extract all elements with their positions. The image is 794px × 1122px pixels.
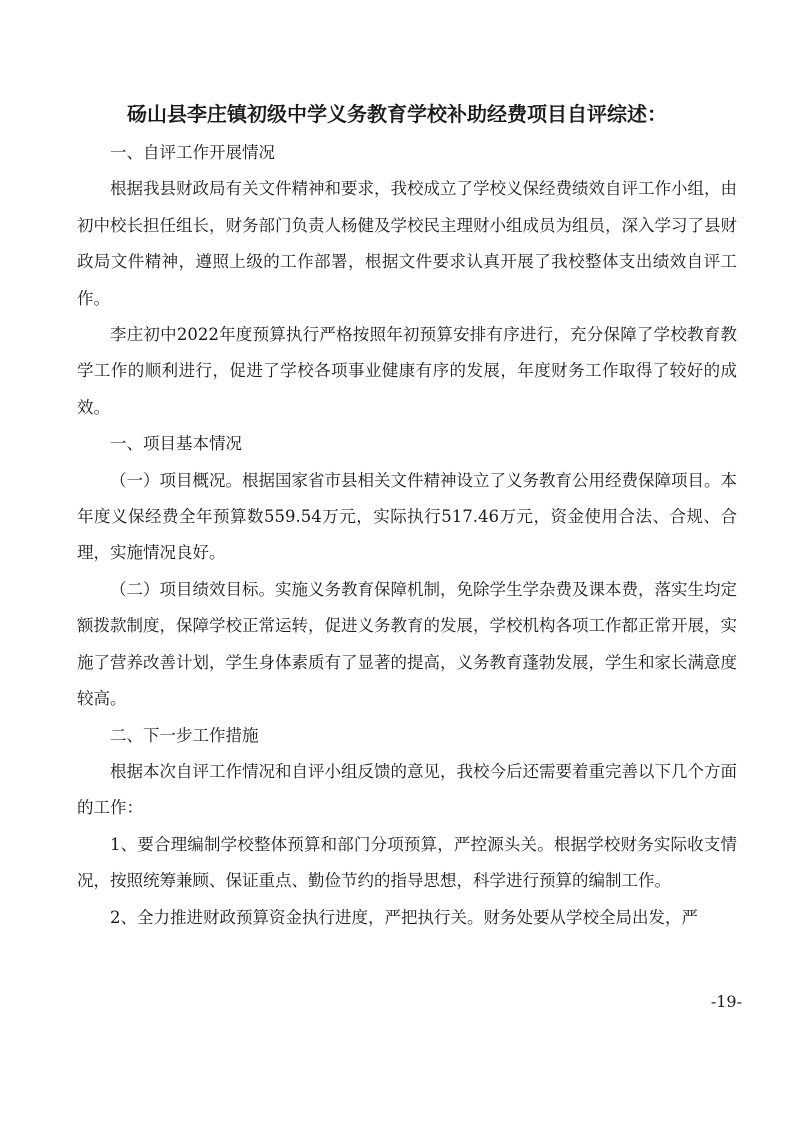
page-number: -19- bbox=[710, 992, 742, 1011]
section-heading-self-evaluation: 一、自评工作开展情况 bbox=[110, 143, 275, 162]
page-title: 砀山县李庄镇初级中学义务教育学校补助经费项目自评综述： bbox=[127, 102, 667, 126]
paragraph-measure-1: 1、要合理编制学校整体预算和部门分项预算，严控源头关。根据学校财务实际收支情况，按照统筹兼顾、保证重点、勤俭节约的指导思想，科学进行预算的编制工作。 bbox=[77, 834, 737, 891]
paragraph-evaluation-team: 根据我县财政局有关文件精神和要求，我校成立了学校义保经费绩效自评工作小组，由初中校长担任组长，财务部门负责人杨健及学校民主理财小组成员为组员，深入学习了县财政局文件精神，遵照上级的工作部署，根据文件要求认真开展了我校整体支出绩效自评工作。 bbox=[77, 179, 737, 308]
paragraph-performance-goals: （二）项目绩效目标。实施义务教育保障机制，免除学生学杂费及课本费，落实生均定额拨款制度，保障学校正常运转，促进义务教育的发展，学校机构各项工作都正常开展，实施了营养改善计划，学生身体素质有了显著的提高，义务教育蓬勃发展，学生和家长满意度较高。 bbox=[77, 579, 737, 709]
section-heading-next-steps: 二、下一步工作措施 bbox=[110, 725, 259, 745]
paragraph-improvement-intro: 根据本次自评工作情况和自评小组反馈的意见，我校今后还需要着重完善以下几个方面的工作： bbox=[77, 761, 737, 818]
paragraph-project-overview: （一）项目概况。根据国家省市县相关文件精神设立了义务教育公用经费保障项目。本年度义保经费全年预算数559.54万元，实际执行517.46万元，资金使用合法、合规、合理，实施情况良好。 bbox=[77, 470, 737, 563]
paragraph-measure-2: 2、全力推进财政预算资金执行进度，严把执行关。财务处要从学校全局出发，严 bbox=[110, 907, 698, 927]
document-body bbox=[77, 135, 737, 936]
section-heading-project-basics: 一、项目基本情况 bbox=[110, 434, 242, 454]
paragraph-budget-execution: 李庄初中2022年度预算执行严格按照年初预算安排有序进行，充分保障了学校教育教学工作的顺利进行，促进了学校各项事业健康有序的发展，年度财务工作取得了较好的成效。 bbox=[77, 325, 737, 417]
